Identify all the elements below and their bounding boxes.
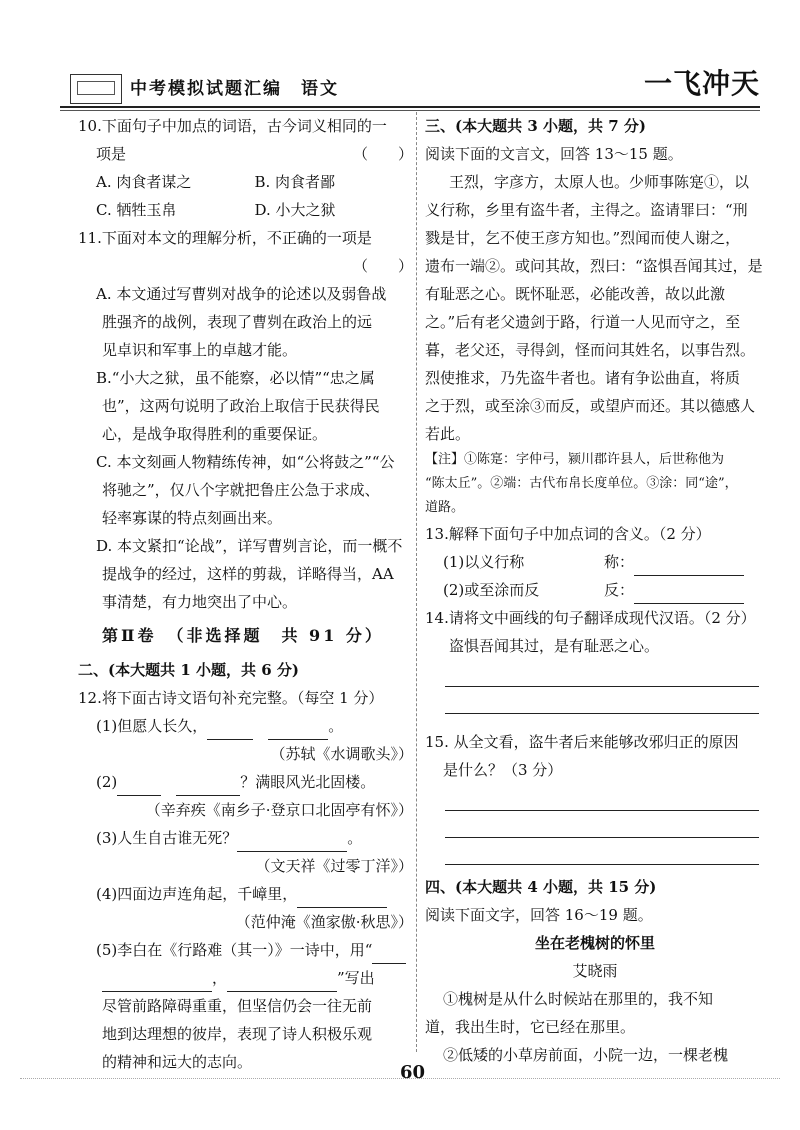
q11-d-1: D. 本文紧扣“论战”，详写曹刿言论，而一概不 xyxy=(96,537,403,555)
q12-item-5d: 地到达理想的彼岸，表现了诗人积极乐观 xyxy=(102,1025,373,1043)
q14-answer-line-1[interactable] xyxy=(445,660,759,687)
passage2-line-1: ①槐树是从什么时候站在那里的，我不知 xyxy=(443,990,714,1008)
q14-stem: 14.请将文中画线的句子翻译成现代汉语。（2 分） xyxy=(425,609,756,627)
page-number: 60 xyxy=(400,1062,426,1083)
q12-blank-5c[interactable] xyxy=(227,977,337,992)
q11-c-3: 轻率寡谋的特点刻画出来。 xyxy=(102,509,283,527)
q14-sentence: 盗惧吾闻其过，是有耻恶之心。 xyxy=(449,637,660,655)
passage2-line-3: ②低矮的小草房前面，小院一边，一棵老槐 xyxy=(443,1046,729,1064)
q12-blank-5a[interactable] xyxy=(372,949,406,964)
q13-blank-1[interactable] xyxy=(634,561,744,576)
q14-answer-line-2[interactable] xyxy=(445,687,759,714)
section-2-title: 二、(本大题共 1 小题，共 6 分) xyxy=(78,661,299,679)
column-divider xyxy=(416,112,417,1052)
passage2-line-2: 道，我出生时，它已经在那里。 xyxy=(425,1018,636,1036)
q11-paren: （ ） xyxy=(352,257,413,275)
q12-item-1: (1)但愿人长久， xyxy=(96,717,208,735)
q12-blank-3[interactable] xyxy=(237,837,347,852)
passage-line-9: 之于烈，或至涂③而反，或望庐而还。其以德感人 xyxy=(425,397,756,415)
q12-item-3-source: （文天祥《过零丁洋》） xyxy=(255,857,413,875)
q15-stem: 15. 从全文看，盗牛者后来能够改邪归正的原因 xyxy=(425,733,739,751)
q10-option-a: A. 肉食者谋之 xyxy=(96,173,192,191)
q11-b-1: B.“小大之狱，虽不能察，必以情”“忠之属 xyxy=(96,369,375,387)
q12-blank-1a[interactable] xyxy=(207,725,253,740)
q13-item-1: (1)以义行称 xyxy=(443,553,525,571)
page-header xyxy=(60,58,760,108)
q10-stem2: 项是 xyxy=(96,145,127,163)
q13-word-2: 反： xyxy=(604,581,635,599)
book-logo-icon xyxy=(70,74,122,104)
volume-title: 第Ⅱ卷 （非选择题 共 91 分） xyxy=(102,626,384,645)
section-3-title: 三、(本大题共 3 小题，共 7 分) xyxy=(425,117,646,135)
note-line-3: 道路。 xyxy=(425,500,465,515)
q12-blank-5b[interactable] xyxy=(102,977,212,992)
passage-line-10: 若此。 xyxy=(425,425,471,443)
q11-c-1: C. 本文刻画人物精练传神，如“公将鼓之”“公 xyxy=(96,453,395,471)
passage-line-6: 之。”后有老父遗剑于路，行道一人见而守之，至 xyxy=(425,313,741,331)
right-column xyxy=(425,112,765,1069)
passage-line-1: 王烈，字彦方，太原人也。少师事陈寔①，以 xyxy=(449,173,750,191)
q12-item-2b: ？满眼风光北固楼。 xyxy=(240,773,376,791)
q10-option-c: C. 牺牲玉帛 xyxy=(96,201,177,219)
header-rule-thin xyxy=(60,110,760,111)
header-brand: 一飞冲天 xyxy=(643,67,760,100)
passage-line-3: 戮是甘，乞不使王彦方知也。”烈闻而使人谢之， xyxy=(425,229,741,247)
header-title: 中考模拟试题汇编 语文 xyxy=(130,79,339,99)
q15-answer-line-1[interactable] xyxy=(445,784,759,811)
q11-b-3: 心，是战争取得胜利的重要保证。 xyxy=(102,425,328,443)
q12-item-5a: (5)李白在《行路难（其一）》一诗中，用“ xyxy=(96,941,373,959)
q11-d-2: 提战争的经过，这样的剪裁，详略得当，AA xyxy=(102,565,394,583)
passage-title: 坐在老槐树的怀里 xyxy=(534,934,655,952)
section-3-intro: 阅读下面的文言文，回答 13～15 题。 xyxy=(425,145,683,163)
q12-item-5b: ”写出 xyxy=(337,969,375,987)
section-4-title: 四、(本大题共 4 小题，共 15 分) xyxy=(425,878,657,896)
section-4-intro: 阅读下面文字，回答 16～19 题。 xyxy=(425,906,653,924)
q12-item-2-source: （辛弃疾《南乡子·登京口北固亭有怀》） xyxy=(145,801,413,819)
q12-item-4-source: （范仲淹《渔家傲·秋思》） xyxy=(235,913,413,931)
q11-b-2: 也”，这两句说明了政治上取信于民获得民 xyxy=(102,397,380,415)
q12-item-4: (4)四面边声连角起，千嶂里， xyxy=(96,885,298,903)
passage-author: 艾晓雨 xyxy=(572,962,618,980)
q13-blank-2[interactable] xyxy=(634,589,744,604)
q11-d-3: 事清楚，有力地突出了中心。 xyxy=(102,593,298,611)
q15-answer-line-2[interactable] xyxy=(445,811,759,838)
q12-item-5e: 的精神和远大的志向。 xyxy=(102,1053,253,1071)
passage-line-2: 义行称，乡里有盗牛者，主得之。盗请罪曰：“刑 xyxy=(425,201,748,219)
q13-stem: 13.解释下面句子中加点词的含义。（2 分） xyxy=(425,525,711,543)
q11-a-1: A. 本文通过写曹刿对战争的论述以及弱鲁战 xyxy=(96,285,387,303)
passage-line-8: 烈使推求，乃先盗牛者也。诸有争讼曲直，将质 xyxy=(425,369,741,387)
q12-item-2a: (2) xyxy=(96,773,118,791)
q12-blank-4[interactable] xyxy=(297,893,387,908)
q12-blank-2a[interactable] xyxy=(117,781,161,796)
passage-line-7: 暮，老父还，寻得剑，怪而问其姓名，以事告烈。 xyxy=(425,341,756,359)
note-line-2: “陈太丘”。②端：古代布帛长度单位。③涂：同“途”， xyxy=(425,476,738,491)
q12-blank-2b[interactable] xyxy=(176,781,240,796)
q11-stem: 11.下面对本文的理解分析，不正确的一项是 xyxy=(78,229,372,247)
q11-c-2: 将驰之”，仅八个字就把鲁庄公急于求成、 xyxy=(102,481,380,499)
q10-option-d: D. 小大之狱 xyxy=(254,201,336,219)
q13-word-1: 称： xyxy=(604,553,635,571)
q12-blank-1b[interactable] xyxy=(268,725,328,740)
q12-item-3: (3)人生自古谁无死？ xyxy=(96,829,238,847)
note-line-1: 【注】①陈寔：字仲弓，颍川郡许县人，后世称他为 xyxy=(425,452,725,467)
q12-item-1-source: （苏轼《水调歌头》） xyxy=(270,745,413,763)
q10-option-b: B. 肉食者鄙 xyxy=(254,173,336,191)
q15-stem2: 是什么？（3 分） xyxy=(443,761,563,779)
q10-paren: （ ） xyxy=(352,145,413,163)
passage-line-4: 遗布一端②。或问其故，烈曰：“盗惧吾闻其过，是 xyxy=(425,257,763,275)
q10-stem: 10.下面句子中加点的词语，古今词义相同的一 xyxy=(78,117,387,135)
q11-a-3: 见卓识和军事上的卓越才能。 xyxy=(102,341,298,359)
q12-stem: 12.将下面古诗文语句补充完整。（每空 1 分） xyxy=(78,689,384,707)
q13-item-2: (2)或至涂而反 xyxy=(443,581,540,599)
passage-line-5: 有耻恶之心。既怀耻恶，必能改善，故以此激 xyxy=(425,285,726,303)
header-rule xyxy=(60,106,760,108)
q12-item-5c: 尽管前路障碍重重，但坚信仍会一往无前 xyxy=(102,997,373,1015)
q15-answer-line-3[interactable] xyxy=(445,838,759,865)
q11-a-2: 胜强齐的战例，表现了曹刿在政治上的远 xyxy=(102,313,373,331)
left-column: 10.下面句子中加点的词语，古今词义相同的一 项是 （ ） A. 肉食者谋之 B. 肉食者鄙 C. 牺牲玉帛 D. 小大之狱 11.下面对本文的理解分析，不正确的一项是 （ ） A. 本文通过写曹刿对战争的论述以及弱鲁战 胜强齐的战例，表现了曹刿在政治上的远 见卓识和军事上的卓越才能。 B.“小大之狱，虽不能察，必以情”“忠之属 也”，这两句说明了政治上取信于民获得民 心，是战争取得胜利的重要保证。 C. 本文刻画人物精练传神，如“公将鼓之”“公 将驰之”，仅八个字就把鲁庄公急于求成、 轻率寡谋的特点刻画出来。 D. 本文紧扣“论战”，详写曹刿言论，而一概不 提战争的经过，这样的剪裁，详略得当，AA 事清楚，有力地突出了中心。 第Ⅱ卷 （非选择题 共 91 分） 二、(本大题共 1 小题，共 6 分) 12.将下面古诗文语句补充完整。（每空 1 分） (1)但愿人长久， 。 （苏轼《水调歌头》） (2) ？满眼风光北固楼。 （辛弃疾《南乡子·登京口北固亭有怀》） (3)人生自古谁无死？ 。 （文天祥《过零丁洋》） (4)四面边声连角起，千嶂里， （范仲淹《渔家傲·秋思》） (5)李白在《行路难（其一）》一诗中，用“ ， ”写出 尽管前路障碍重重，但坚信仍会一往无前 地到达理想的彼岸，表现了诗人积极乐观 的精神和远大的志向。 xyxy=(78,112,413,1076)
